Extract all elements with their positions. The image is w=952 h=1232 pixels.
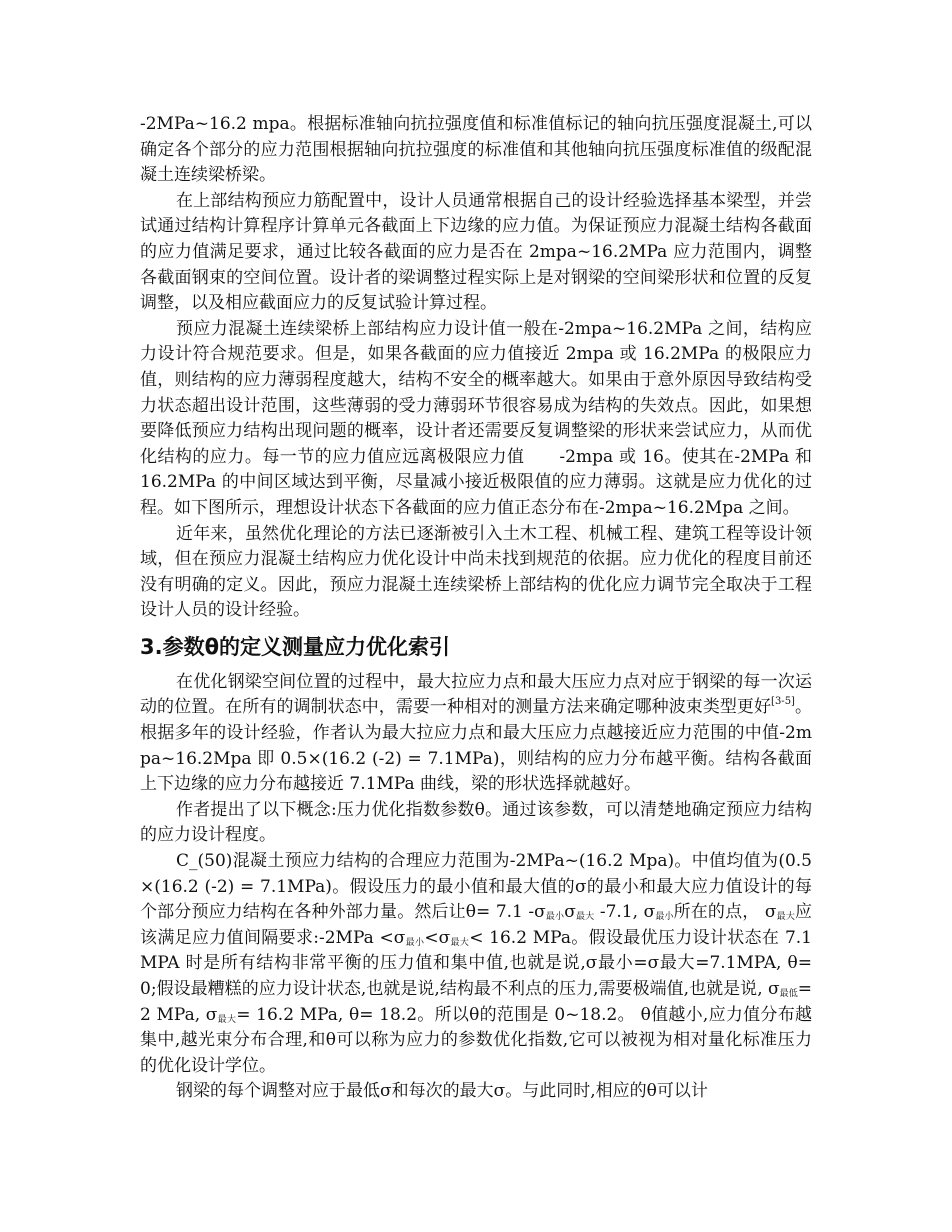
paragraph-text: -7.1, σ bbox=[594, 902, 656, 923]
paragraph-stress-range-intro: -2MPa~16.2 mpa。根据标准轴向抗拉强度值和标准值标记的轴向抗压强度混凝土,可以确定各个部分的应力范围根据轴向抗拉强度的标准值和其他轴向抗压强度标准值的级配混凝土连续梁桥梁。 bbox=[140, 114, 812, 186]
paragraph-text: <σ bbox=[424, 927, 451, 948]
paragraph-theta-definition bbox=[140, 849, 812, 1079]
paragraph-optimization-theory: 近年来，虽然优化理论的方法已逐渐被引入土木工程、机械工程、建筑工程等设计领域，但在预应力混凝土结构应力优化设计中尚未找到规范的依据。应力优化的程度目前还没有明确的定义。因此，预应力混凝土连续梁桥上部结构的优化应力调节完全取决于工程设计人员的设计经验。 bbox=[140, 523, 812, 621]
section-heading: 3.参数θ的定义测量应力优化索引 bbox=[140, 634, 451, 659]
document-page bbox=[140, 112, 812, 1105]
paragraph-beam-adjustment: 钢梁的每个调整对应于最低σ和每次的最大σ。与此同时,相应的θ可以计 bbox=[176, 1081, 708, 1102]
paragraph-text: 。根据多年的设计经验，作者认为最大拉应力点和最大压应力点越接近应力范围的中值-2mpa~16.2Mpa 即 0.5×(16.2 (-2) = 7.1MPa)，则结构的应力分布越平衡。结构各截面上下边缘的应力分布越接近 7.1MPa 曲线，梁的形状选择就越好。 bbox=[140, 697, 813, 795]
subscript-max: 最大 bbox=[776, 912, 795, 923]
paragraph-theta-concept: 作者提出了以下概念:压力优化指数参数θ。通过该参数，可以清楚地确定预应力结构的应力设计程度。 bbox=[140, 799, 812, 846]
paragraph-text: 应该满足应力值间隔要求:-2MPa <σ bbox=[140, 902, 812, 948]
paragraph-measurement-method bbox=[140, 670, 812, 798]
subscript-max: 最大 bbox=[450, 937, 470, 948]
paragraph-text: = 2 MPa, σ bbox=[140, 979, 812, 1025]
paragraph-text: σ bbox=[564, 902, 576, 923]
subscript-lowest: 最低 bbox=[779, 989, 798, 999]
subscript-min: 最小 bbox=[545, 912, 565, 923]
subscript-max: 最大 bbox=[575, 912, 595, 923]
paragraph-text: < 16.2 MPa。假设最优压力设计状态在 7.1 MPA 时是所有结构非常平衡的压力值和集中值,也就是说,σ最小=σ最大=7.1MPA, θ= 0;假设最糟糕的应力设计状态,也就是说,结构最不利点的压力,需要极端值,也就是说, σ bbox=[140, 927, 812, 999]
paragraph-prestress-layout: 在上部结构预应力筋配置中，设计人员通常根据自己的设计经验选择基本梁型，并尝试通过结构计算程序计算单元各截面上下边缘的应力值。为保证预应力混凝土结构各截面的应力值满足要求，通过比较各截面的应力是否在 2mpa~16.2MPa 应力范围内，调整各截面钢束的空间位置。设计者的梁调整过程实际上是对钢梁的空间梁形状和位置的反复调整，以及相应截面应力的反复试验计算过程。 bbox=[140, 190, 812, 314]
paragraph-text: = 16.2 MPa, θ= 18.2。所以θ的范围是 0~18.2。 θ值越小,应力值分布越集中,越光束分布合理,和θ可以称为应力的参数优化指数,它可以被视为相对量化标准压力的优化设计学位。 bbox=[140, 1004, 812, 1076]
subscript-min: 最小 bbox=[655, 912, 674, 923]
paragraph-text: C_(50)混凝土预应力结构的合理应力范围为-2MPa~(16.2 Mpa)。中值均值为(0.5×(16.2 (-2) = 7.1MPa)。假设压力的最小值和最大值的σ的最小和最大应力值设计的每个部分预应力结构在各种外部力量。然后让θ= 7.1 -σ bbox=[140, 851, 812, 923]
paragraph-text: 所在的点， σ bbox=[673, 902, 777, 923]
citation-reference: [3-5] bbox=[771, 696, 795, 708]
paragraph-text: 在优化钢梁空间位置的过程中，最大拉应力点和最大压应力点对应于钢梁的每一次运动的位置。在所有的调制状态中，需要一种相对的测量方法来确定哪种波束类型更好 bbox=[140, 671, 812, 718]
subscript-max: 最大 bbox=[217, 1014, 237, 1025]
subscript-min: 最小 bbox=[405, 937, 425, 948]
paragraph-stress-design-value: 预应力混凝土连续梁桥上部结构应力设计值一般在-2mpa~16.2MPa 之间，结构应力设计符合规范要求。但是，如果各截面的应力值接近 2mpa 或 16.2MPa 的极限应力值，则结构的应力薄弱程度越大，结构不安全的概率越大。如果由于意外原因导致结构受力状态超出设计范围，这些薄弱的受力薄弱环节很容易成为结构的失效点。因此，如果想要降低预应力结构出现问题的概率，设计者还需要反复调整梁的形状来尝试应力，从而优化结构的应力。每一节的应力值应远离极限应力值 -2mpa 或 16。使其在-2MPa 和 16.2MPa 的中间区域达到平衡，尽量减小接近极限值的应力薄弱。这就是应力优化的过程。如下图所示，理想设计状态下各截面的应力值正态分布在-2mpa~16.2Mpa 之间。 bbox=[140, 318, 812, 518]
